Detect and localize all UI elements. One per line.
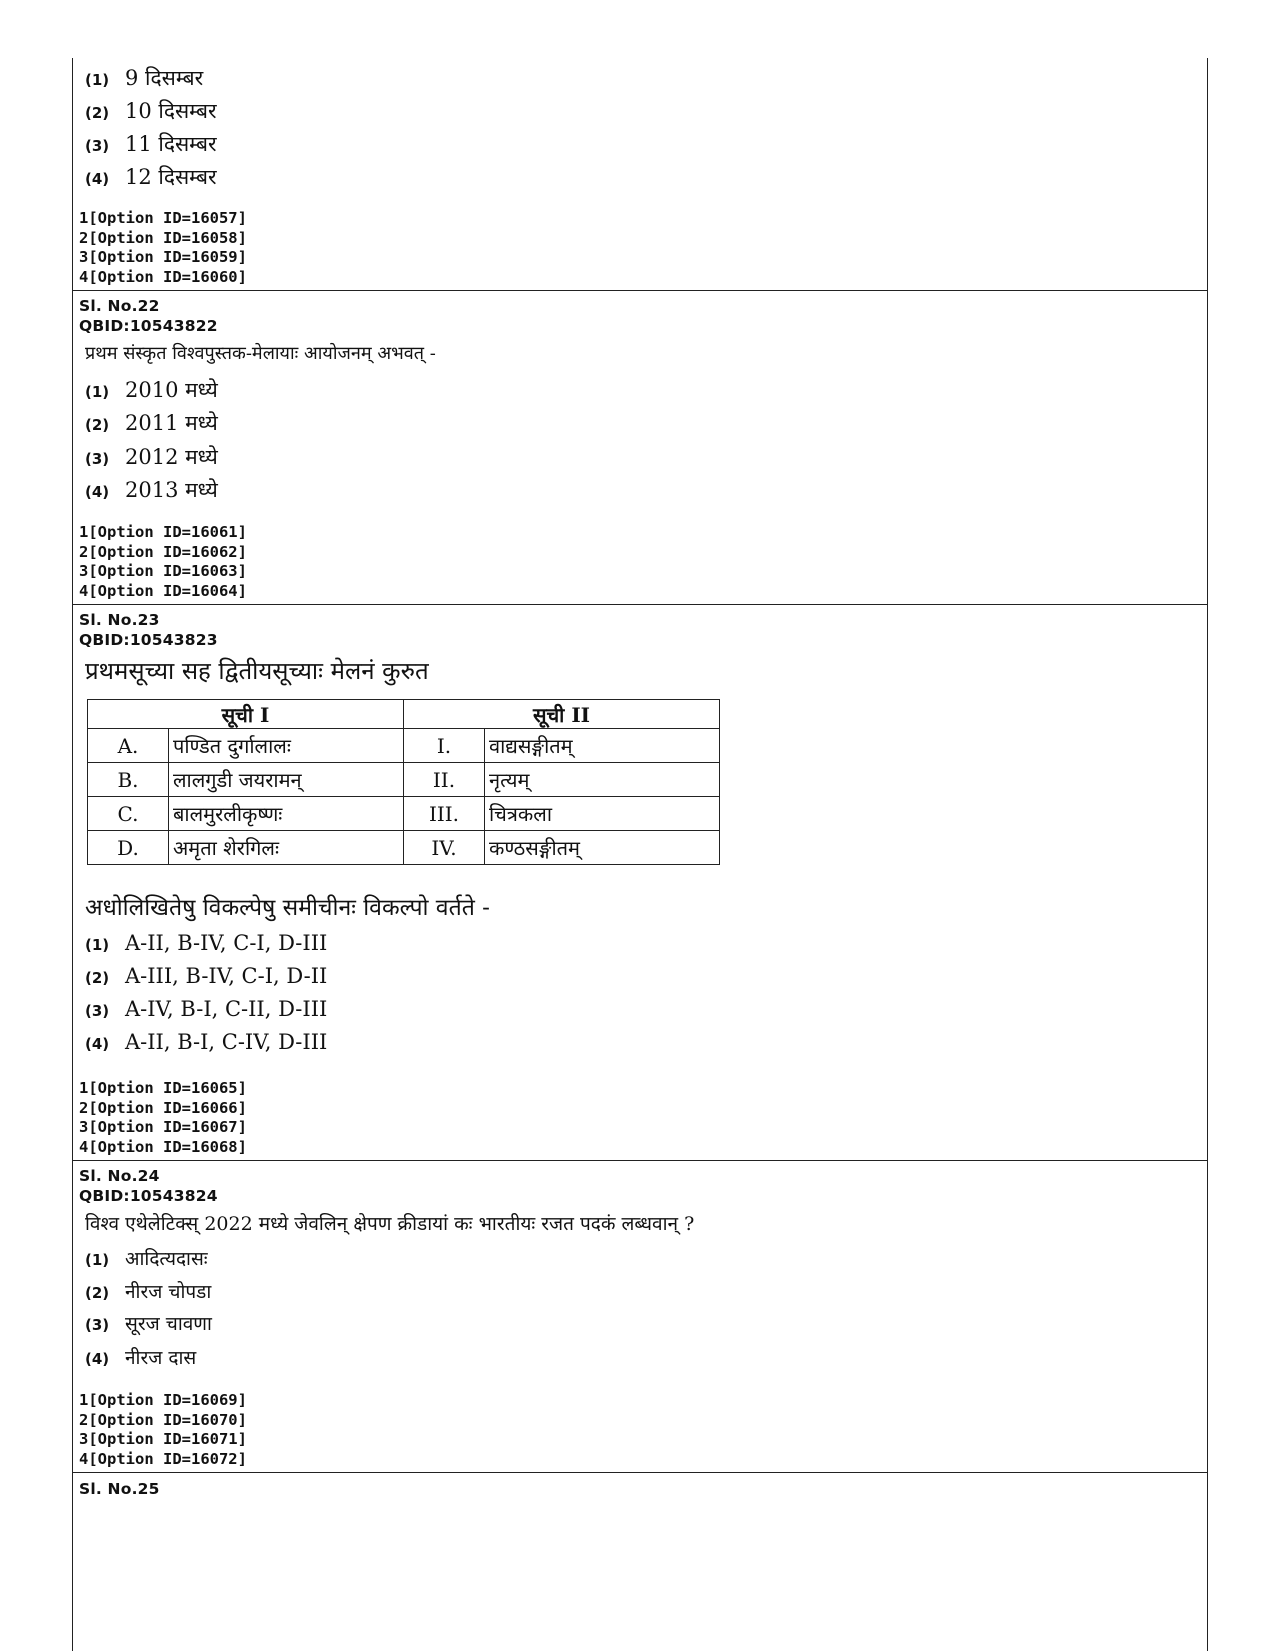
list-2-item: चित्रकला (485, 797, 720, 831)
serial-number: Sl. No.25 (79, 1480, 160, 1498)
option-id: 3[Option ID=16063] (79, 562, 247, 580)
question-divider (73, 1160, 1207, 1161)
option-2: (2) 2011 मध्ये (85, 411, 218, 435)
table-row (88, 763, 720, 797)
list-1-item: बालमुरलीकृष्णः (169, 797, 404, 831)
question-meta (79, 610, 218, 650)
option-2: (2) नीरज चोपडा (85, 1281, 212, 1303)
list-1-code: D. (88, 831, 169, 865)
option-id: 2[Option ID=16070] (79, 1410, 247, 1429)
option-id-list (79, 209, 247, 287)
list-1-item: पण्डित दुर्गालालः (169, 729, 404, 763)
option-id: 4[Option ID=16060] (79, 267, 247, 286)
list-1-item: अमृता शेरगिलः (169, 831, 404, 865)
option-1: (1) 9 दिसम्बर (85, 66, 204, 90)
option-2: (2) A-III, B-IV, C-I, D-II (85, 964, 328, 988)
question-paper-frame (72, 58, 1208, 1651)
table-row (88, 729, 720, 763)
list-2-code: II. (404, 763, 485, 797)
question-stem: विश्व एथेलेटिक्स् 2022 मध्ये जेवलिन् क्षेपण क्रीडायां कः भारतीयः रजत पदकं लब्धवान् ? (85, 1213, 695, 1235)
list-2-code: I. (404, 729, 485, 763)
option-id: 1[Option ID=16069] (79, 1391, 247, 1409)
option-id: 4[Option ID=16072] (79, 1449, 247, 1468)
list-1-header: सूची I (88, 700, 404, 729)
option-4: (4) 12 दिसम्बर (85, 165, 217, 189)
list-1-item: लालगुडी जयरामन् (169, 763, 404, 797)
question-stem: प्रथम संस्कृत विश्वपुस्तक-मेलायाः आयोजनम् अभवत् - (85, 343, 436, 364)
option-id: 3[Option ID=16067] (79, 1118, 247, 1136)
option-id-list (79, 523, 247, 601)
list-2-code: III. (404, 797, 485, 831)
list-1-code: A. (88, 729, 169, 763)
option-id: 3[Option ID=16059] (79, 248, 247, 266)
option-id: 1[Option ID=16061] (79, 523, 247, 541)
serial-number: Sl. No.22 (79, 297, 160, 315)
list-2-item: वाद्यसङ्गीतम् (485, 729, 720, 763)
qbid: QBID:10543824 (79, 1187, 218, 1205)
option-1: (1) आदित्यदासः (85, 1248, 208, 1270)
list-2-item: कण्ठसङ्गीतम् (485, 831, 720, 865)
option-3: (3) 11 दिसम्बर (85, 132, 217, 156)
option-id: 2[Option ID=16062] (79, 542, 247, 561)
question-stem: प्रथमसूच्या सह द्वितीयसूच्याः मेलनं कुरुत (85, 657, 429, 685)
question-meta (79, 1166, 218, 1206)
option-2: (2) 10 दिसम्बर (85, 99, 217, 123)
serial-number: Sl. No.23 (79, 611, 160, 629)
question-divider (73, 604, 1207, 605)
question-divider (73, 290, 1207, 291)
match-table (87, 699, 720, 865)
option-4: (4) नीरज दास (85, 1347, 197, 1369)
question-meta (79, 296, 218, 336)
qbid: QBID:10543823 (79, 631, 218, 649)
option-3: (3) A-IV, B-I, C-II, D-III (85, 997, 328, 1021)
question-divider (73, 1472, 1207, 1473)
qbid: QBID:10543822 (79, 317, 218, 335)
option-3: (3) 2012 मध्ये (85, 445, 218, 469)
match-table-header (88, 700, 720, 729)
list-2-item: नृत्यम् (485, 763, 720, 797)
option-3: (3) सूरज चावणा (85, 1313, 212, 1335)
option-id-list (79, 1079, 247, 1157)
option-id: 3[Option ID=16071] (79, 1430, 247, 1448)
option-id: 4[Option ID=16064] (79, 581, 247, 600)
option-id: 1[Option ID=16065] (79, 1079, 247, 1097)
option-id: 2[Option ID=16058] (79, 228, 247, 247)
option-id: 2[Option ID=16066] (79, 1098, 247, 1117)
option-id: 1[Option ID=16057] (79, 209, 247, 227)
list-2-code: IV. (404, 831, 485, 865)
list-1-code: B. (88, 763, 169, 797)
list-2-header: सूची II (404, 700, 720, 729)
option-1: (1) A-II, B-IV, C-I, D-III (85, 931, 328, 955)
table-row (88, 797, 720, 831)
list-1-code: C. (88, 797, 169, 831)
option-4: (4) A-II, B-I, C-IV, D-III (85, 1030, 328, 1054)
option-id: 4[Option ID=16068] (79, 1137, 247, 1156)
serial-number: Sl. No.24 (79, 1167, 160, 1185)
option-id-list (79, 1391, 247, 1469)
question-meta (79, 1479, 160, 1499)
table-row (88, 831, 720, 865)
option-4: (4) 2013 मध्ये (85, 478, 218, 502)
question-prompt: अधोलिखितेषु विकल्पेषु समीचीनः विकल्पो वर्तते - (85, 895, 490, 921)
option-1: (1) 2010 मध्ये (85, 378, 218, 402)
